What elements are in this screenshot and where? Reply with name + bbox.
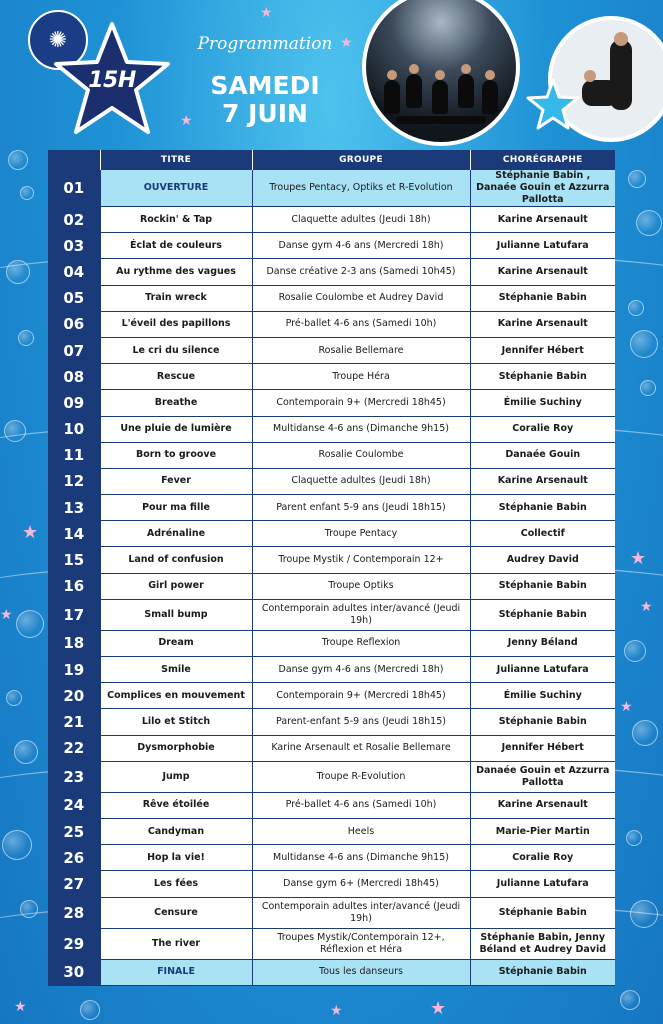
row-group: Pré-ballet 4-6 ans (Samedi 10h): [252, 792, 470, 818]
sparkle-icon: ★: [180, 113, 193, 129]
row-choreographer: Émilie Suchiny: [470, 683, 615, 709]
table-row: [48, 468, 615, 494]
row-choreographer: Émilie Suchiny: [470, 390, 615, 416]
row-number: 30: [48, 959, 100, 985]
bubble: [624, 640, 646, 662]
sparkle-icon: ★: [260, 5, 273, 21]
row-choreographer: Danaée Gouin et Azzurra Pallotta: [470, 761, 615, 792]
row-title: Adrénaline: [100, 521, 252, 547]
sparkle-icon: ★: [0, 607, 13, 623]
bubble: [636, 210, 662, 236]
row-group: Karine Arsenault et Rosalie Bellemare: [252, 735, 470, 761]
row-number: 28: [48, 897, 100, 928]
row-title: Au rythme des vagues: [100, 259, 252, 285]
row-title: Small bump: [100, 599, 252, 630]
bubble: [626, 830, 642, 846]
row-choreographer: Stéphanie Babin: [470, 285, 615, 311]
row-group: Claquette adultes (Jeudi 18h): [252, 468, 470, 494]
row-group: Multidanse 4-6 ans (Dimanche 9h15): [252, 845, 470, 871]
dancer-logo-icon: ✺: [48, 27, 68, 53]
row-title: Le cri du silence: [100, 337, 252, 363]
row-choreographer: Stéphanie Babin: [470, 364, 615, 390]
row-choreographer: Karine Arsenault: [470, 468, 615, 494]
row-group: Contemporain 9+ (Mercredi 18h45): [252, 683, 470, 709]
table-row: [48, 285, 615, 311]
row-number: 04: [48, 259, 100, 285]
row-title: Rockin' & Tap: [100, 207, 252, 233]
table-row: [48, 259, 615, 285]
row-group: Contemporain 9+ (Mercredi 18h45): [252, 390, 470, 416]
row-choreographer: Stéphanie Babin: [470, 495, 615, 521]
row-title: Les fées: [100, 871, 252, 897]
bubble: [620, 990, 640, 1010]
sparkle-icon: ★: [640, 599, 653, 615]
table-row: [48, 495, 615, 521]
row-group: Troupe Reflexion: [252, 630, 470, 656]
bubble: [20, 186, 34, 200]
row-group: Rosalie Bellemare: [252, 337, 470, 363]
bubble: [628, 300, 644, 316]
row-title: Train wreck: [100, 285, 252, 311]
sparkle-icon: ★: [22, 522, 39, 543]
dance-photo-stage: [362, 0, 520, 146]
table-row: [48, 871, 615, 897]
bubble: [6, 690, 22, 706]
row-title: Smile: [100, 657, 252, 683]
row-choreographer: Julianne Latufara: [470, 233, 615, 259]
row-title: Born to groove: [100, 442, 252, 468]
row-choreographer: Stéphanie Babin: [470, 897, 615, 928]
row-title: Girl power: [100, 573, 252, 599]
page-day: SAMEDI: [210, 71, 320, 100]
row-choreographer: Collectif: [470, 521, 615, 547]
table-row: [48, 337, 615, 363]
row-choreographer: Stéphanie Babin , Danaée Gouin et Azzurra Pallotta: [470, 170, 615, 207]
row-title: Land of confusion: [100, 547, 252, 573]
row-title: L'éveil des papillons: [100, 311, 252, 337]
bubble: [6, 260, 30, 284]
table-row: [48, 845, 615, 871]
table-row: [48, 416, 615, 442]
row-group: Danse gym 6+ (Mercredi 18h45): [252, 871, 470, 897]
row-group: Danse gym 4-6 ans (Mercredi 18h): [252, 657, 470, 683]
bubble: [80, 1000, 100, 1020]
table-row: [48, 657, 615, 683]
row-choreographer: Marie-Pier Martin: [470, 818, 615, 844]
page-date: 7 JUIN: [222, 99, 308, 128]
row-number: 25: [48, 818, 100, 844]
table-row: [48, 792, 615, 818]
table-row: [48, 959, 615, 985]
row-number: 16: [48, 573, 100, 599]
table-row: [48, 818, 615, 844]
row-choreographer: Coralie Roy: [470, 416, 615, 442]
row-title: Hop la vie!: [100, 845, 252, 871]
table-row: [48, 233, 615, 259]
row-title: Censure: [100, 897, 252, 928]
row-title: OUVERTURE: [100, 170, 252, 207]
row-number: 08: [48, 364, 100, 390]
table-row: [48, 683, 615, 709]
row-title: Breathe: [100, 390, 252, 416]
bubble: [628, 170, 646, 188]
row-title: Dream: [100, 630, 252, 656]
row-group: Contemporain adultes inter/avancé (Jeudi 19h): [252, 599, 470, 630]
bubble: [14, 740, 38, 764]
row-title: The river: [100, 928, 252, 959]
row-number: 29: [48, 928, 100, 959]
row-group: Troupe Héra: [252, 364, 470, 390]
row-choreographer: Julianne Latufara: [470, 657, 615, 683]
bubble: [20, 900, 38, 918]
bubble: [8, 150, 28, 170]
row-number: 27: [48, 871, 100, 897]
row-choreographer: Karine Arsenault: [470, 259, 615, 285]
row-choreographer: Karine Arsenault: [470, 792, 615, 818]
star-icon: [526, 78, 580, 130]
row-choreographer: Audrey David: [470, 547, 615, 573]
row-choreographer: Julianne Latufara: [470, 871, 615, 897]
time-star: [52, 20, 172, 138]
row-number: 23: [48, 761, 100, 792]
row-number: 14: [48, 521, 100, 547]
sparkle-icon: ★: [630, 548, 647, 569]
table-row: [48, 442, 615, 468]
row-title: Éclat de couleurs: [100, 233, 252, 259]
row-title: Une pluie de lumière: [100, 416, 252, 442]
row-choreographer: Jennifer Hébert: [470, 337, 615, 363]
row-number: 19: [48, 657, 100, 683]
row-choreographer: Stéphanie Babin, Jenny Béland et Audrey David: [470, 928, 615, 959]
row-choreographer: Stéphanie Babin: [470, 599, 615, 630]
table-row: [48, 928, 615, 959]
row-number: 01: [48, 170, 100, 207]
row-group: Danse gym 4-6 ans (Mercredi 18h): [252, 233, 470, 259]
row-number: 18: [48, 630, 100, 656]
row-title: FINALE: [100, 959, 252, 985]
table-row: [48, 573, 615, 599]
show-time: 15H: [88, 68, 136, 93]
bubble: [632, 720, 658, 746]
row-choreographer: Stéphanie Babin: [470, 709, 615, 735]
col-header-title: TITRE: [100, 150, 252, 170]
row-title: Lilo et Stitch: [100, 709, 252, 735]
row-number: 12: [48, 468, 100, 494]
row-number: 09: [48, 390, 100, 416]
row-number: 07: [48, 337, 100, 363]
row-title: Fever: [100, 468, 252, 494]
row-title: Rêve étoilée: [100, 792, 252, 818]
bubble: [16, 610, 44, 638]
row-number: 06: [48, 311, 100, 337]
table-row: [48, 735, 615, 761]
row-group: Troupes Pentacy, Optiks et R-Evolution: [252, 170, 470, 207]
sparkle-icon: ★: [430, 998, 447, 1019]
table-row: [48, 761, 615, 792]
row-group: Parent-enfant 5-9 ans (Jeudi 18h15): [252, 709, 470, 735]
row-title: Pour ma fille: [100, 495, 252, 521]
col-header-group: GROUPE: [252, 150, 470, 170]
row-number: 20: [48, 683, 100, 709]
row-number: 26: [48, 845, 100, 871]
row-group: Troupes Mystik/Contemporain 12+, Réflexion et Héra: [252, 928, 470, 959]
table-header-row: [48, 150, 615, 170]
table-row: [48, 207, 615, 233]
row-group: Pré-ballet 4-6 ans (Samedi 10h): [252, 311, 470, 337]
row-choreographer: Karine Arsenault: [470, 311, 615, 337]
table-row: [48, 547, 615, 573]
row-choreographer: Karine Arsenault: [470, 207, 615, 233]
row-group: Contemporain adultes inter/avancé (Jeudi 19h): [252, 897, 470, 928]
sparkle-icon: ★: [14, 999, 27, 1015]
bubble: [640, 380, 656, 396]
col-header-number: [48, 150, 100, 170]
sparkle-icon: ★: [330, 1003, 343, 1019]
row-choreographer: Jennifer Hébert: [470, 735, 615, 761]
table-row: [48, 390, 615, 416]
row-group: Tous les danseurs: [252, 959, 470, 985]
row-group: Heels: [252, 818, 470, 844]
row-title: Dysmorphobie: [100, 735, 252, 761]
row-title: Rescue: [100, 364, 252, 390]
row-number: 02: [48, 207, 100, 233]
row-number: 13: [48, 495, 100, 521]
row-group: Rosalie Coulombe: [252, 442, 470, 468]
sparkle-icon: ★: [340, 35, 353, 51]
row-number: 05: [48, 285, 100, 311]
row-group: Rosalie Coulombe et Audrey David: [252, 285, 470, 311]
row-number: 22: [48, 735, 100, 761]
row-group: Troupe Mystik / Contemporain 12+: [252, 547, 470, 573]
table-row: [48, 364, 615, 390]
table-row: [48, 599, 615, 630]
row-number: 21: [48, 709, 100, 735]
table-row: [48, 897, 615, 928]
table-row: [48, 709, 615, 735]
row-group: Danse créative 2-3 ans (Samedi 10h45): [252, 259, 470, 285]
table-row: [48, 311, 615, 337]
row-number: 17: [48, 599, 100, 630]
row-title: Jump: [100, 761, 252, 792]
row-choreographer: Stéphanie Babin: [470, 573, 615, 599]
row-choreographer: Jenny Béland: [470, 630, 615, 656]
row-group: Claquette adultes (Jeudi 18h): [252, 207, 470, 233]
row-group: Troupe R-Evolution: [252, 761, 470, 792]
table-row: [48, 170, 615, 207]
sparkle-icon: ★: [620, 699, 633, 715]
row-title: Candyman: [100, 818, 252, 844]
bubble: [18, 330, 34, 346]
row-choreographer: Stéphanie Babin: [470, 959, 615, 985]
table-row: [48, 521, 615, 547]
row-choreographer: Coralie Roy: [470, 845, 615, 871]
row-group: Multidanse 4-6 ans (Dimanche 9h15): [252, 416, 470, 442]
bubble: [2, 830, 32, 860]
row-group: Parent enfant 5-9 ans (Jeudi 18h15): [252, 495, 470, 521]
program-table: [48, 150, 615, 986]
table-row: [48, 630, 615, 656]
col-header-choreographer: CHORÉGRAPHE: [470, 150, 615, 170]
page-subtitle: Programmation: [197, 34, 333, 54]
row-number: 15: [48, 547, 100, 573]
row-number: 03: [48, 233, 100, 259]
bubble: [4, 420, 26, 442]
row-number: 11: [48, 442, 100, 468]
row-group: Troupe Optiks: [252, 573, 470, 599]
row-choreographer: Danaée Gouin: [470, 442, 615, 468]
row-title: Complices en mouvement: [100, 683, 252, 709]
row-group: Troupe Pentacy: [252, 521, 470, 547]
row-number: 10: [48, 416, 100, 442]
bubble: [630, 330, 658, 358]
bubble: [630, 900, 658, 928]
row-number: 24: [48, 792, 100, 818]
